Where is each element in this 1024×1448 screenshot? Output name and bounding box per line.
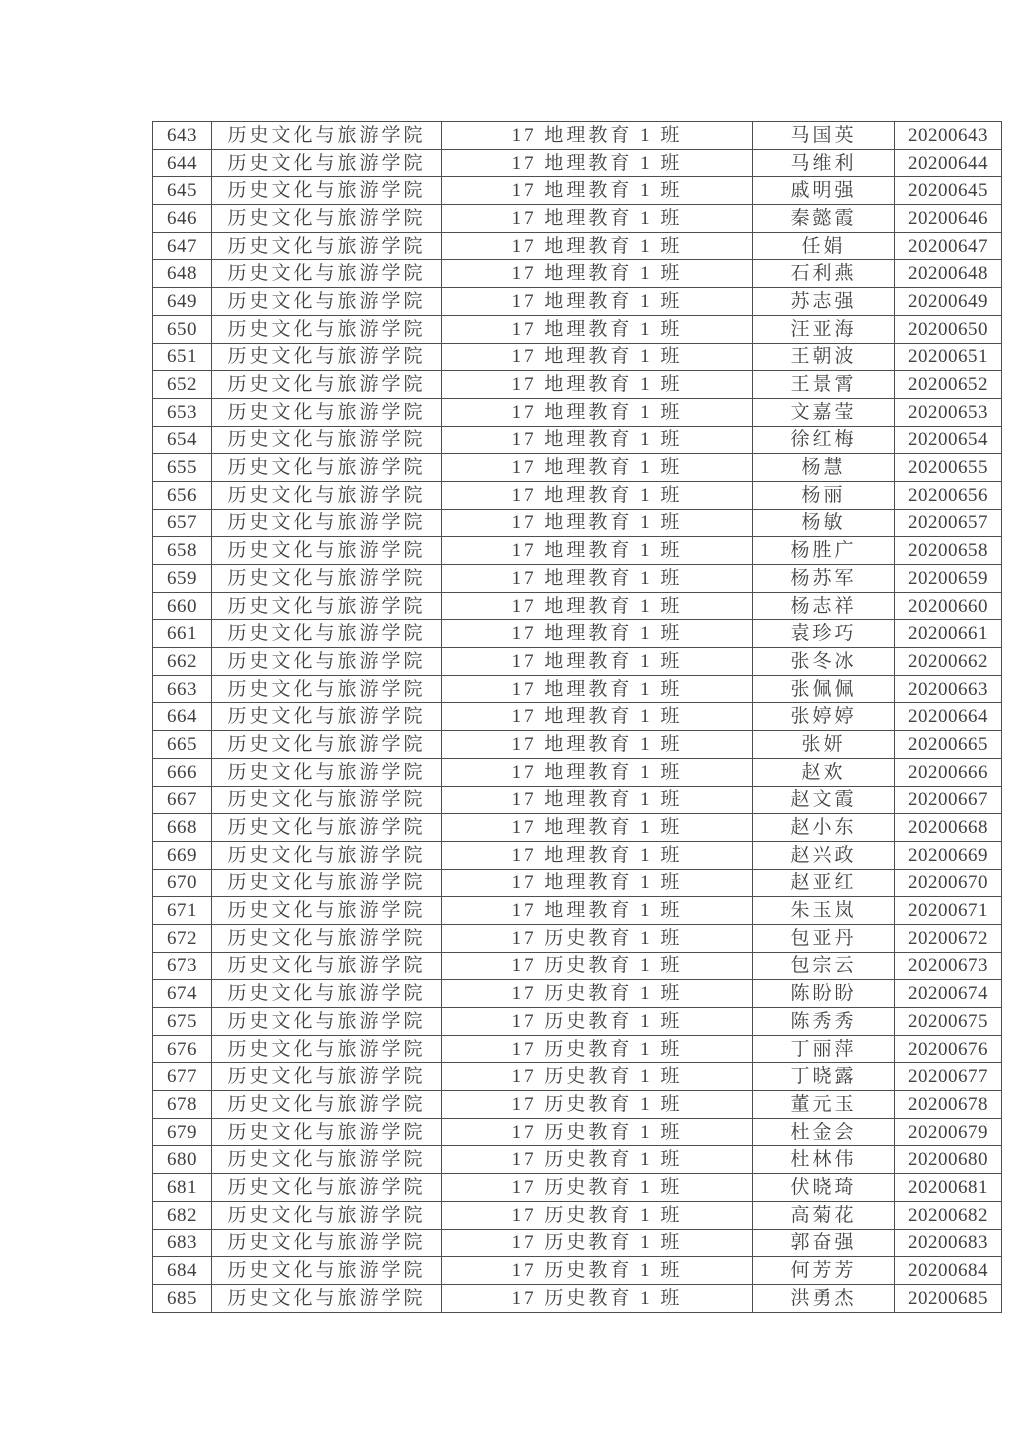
cell-college: 历史文化与旅游学院 [212, 952, 442, 980]
cell-student-id: 20200660 [895, 592, 1002, 620]
cell-student-name: 杨慧 [753, 454, 895, 482]
cell-college: 历史文化与旅游学院 [212, 205, 442, 233]
table-row [153, 869, 1002, 897]
cell-college: 历史文化与旅游学院 [212, 1201, 442, 1229]
cell-college: 历史文化与旅游学院 [212, 731, 442, 759]
cell-student-id: 20200663 [895, 675, 1002, 703]
table-row [153, 537, 1002, 565]
cell-class: 17 地理教育 1 班 [442, 592, 753, 620]
cell-student-name: 杨志祥 [753, 592, 895, 620]
table-row [153, 731, 1002, 759]
cell-college: 历史文化与旅游学院 [212, 232, 442, 260]
cell-row-number: 645 [153, 177, 212, 205]
cell-student-name: 赵兴政 [753, 841, 895, 869]
cell-student-name: 赵小东 [753, 814, 895, 842]
cell-college: 历史文化与旅游学院 [212, 1284, 442, 1312]
cell-college: 历史文化与旅游学院 [212, 398, 442, 426]
cell-college: 历史文化与旅游学院 [212, 1229, 442, 1257]
cell-student-id: 20200652 [895, 371, 1002, 399]
cell-row-number: 682 [153, 1201, 212, 1229]
cell-row-number: 664 [153, 703, 212, 731]
cell-student-name: 杨丽 [753, 481, 895, 509]
cell-class: 17 历史教育 1 班 [442, 952, 753, 980]
cell-row-number: 656 [153, 481, 212, 509]
cell-student-id: 20200669 [895, 841, 1002, 869]
cell-student-id: 20200682 [895, 1201, 1002, 1229]
cell-student-name: 赵亚红 [753, 869, 895, 897]
cell-college: 历史文化与旅游学院 [212, 426, 442, 454]
table-row [153, 481, 1002, 509]
cell-college: 历史文化与旅游学院 [212, 841, 442, 869]
cell-college: 历史文化与旅游学院 [212, 1008, 442, 1036]
cell-class: 17 历史教育 1 班 [442, 1091, 753, 1119]
table-row [153, 205, 1002, 233]
cell-student-id: 20200659 [895, 565, 1002, 593]
table-row [153, 149, 1002, 177]
cell-college: 历史文化与旅游学院 [212, 1257, 442, 1285]
cell-college: 历史文化与旅游学院 [212, 481, 442, 509]
cell-row-number: 654 [153, 426, 212, 454]
cell-student-id: 20200646 [895, 205, 1002, 233]
cell-student-id: 20200670 [895, 869, 1002, 897]
cell-class: 17 地理教育 1 班 [442, 288, 753, 316]
cell-class: 17 地理教育 1 班 [442, 177, 753, 205]
cell-class: 17 地理教育 1 班 [442, 149, 753, 177]
cell-student-id: 20200679 [895, 1118, 1002, 1146]
cell-college: 历史文化与旅游学院 [212, 620, 442, 648]
cell-student-id: 20200645 [895, 177, 1002, 205]
cell-class: 17 历史教育 1 班 [442, 1008, 753, 1036]
cell-student-name: 陈盼盼 [753, 980, 895, 1008]
cell-row-number: 668 [153, 814, 212, 842]
cell-student-name: 任娟 [753, 232, 895, 260]
cell-student-name: 杨胜广 [753, 537, 895, 565]
cell-row-number: 658 [153, 537, 212, 565]
cell-class: 17 地理教育 1 班 [442, 481, 753, 509]
cell-student-name: 丁晓露 [753, 1063, 895, 1091]
cell-student-name: 丁丽萍 [753, 1035, 895, 1063]
cell-row-number: 676 [153, 1035, 212, 1063]
table-row [153, 1229, 1002, 1257]
cell-row-number: 669 [153, 841, 212, 869]
table-row [153, 177, 1002, 205]
cell-student-id: 20200673 [895, 952, 1002, 980]
cell-student-id: 20200683 [895, 1229, 1002, 1257]
cell-student-name: 文嘉莹 [753, 398, 895, 426]
cell-class: 17 地理教育 1 班 [442, 205, 753, 233]
cell-college: 历史文化与旅游学院 [212, 592, 442, 620]
cell-class: 17 地理教育 1 班 [442, 897, 753, 925]
cell-student-id: 20200664 [895, 703, 1002, 731]
cell-student-id: 20200672 [895, 924, 1002, 952]
cell-student-name: 徐红梅 [753, 426, 895, 454]
cell-student-name: 杨苏军 [753, 565, 895, 593]
table-row [153, 122, 1002, 150]
cell-class: 17 历史教育 1 班 [442, 1118, 753, 1146]
cell-student-name: 袁珍巧 [753, 620, 895, 648]
cell-row-number: 663 [153, 675, 212, 703]
cell-college: 历史文化与旅游学院 [212, 786, 442, 814]
cell-row-number: 670 [153, 869, 212, 897]
cell-student-id: 20200657 [895, 509, 1002, 537]
cell-student-id: 20200671 [895, 897, 1002, 925]
cell-student-name: 汪亚海 [753, 315, 895, 343]
cell-row-number: 647 [153, 232, 212, 260]
cell-student-id: 20200684 [895, 1257, 1002, 1285]
cell-row-number: 677 [153, 1063, 212, 1091]
cell-class: 17 地理教育 1 班 [442, 537, 753, 565]
cell-student-id: 20200677 [895, 1063, 1002, 1091]
table-row [153, 1201, 1002, 1229]
cell-student-name: 高菊花 [753, 1201, 895, 1229]
cell-row-number: 653 [153, 398, 212, 426]
cell-row-number: 678 [153, 1091, 212, 1119]
cell-college: 历史文化与旅游学院 [212, 703, 442, 731]
cell-row-number: 651 [153, 343, 212, 371]
cell-student-id: 20200655 [895, 454, 1002, 482]
cell-class: 17 地理教育 1 班 [442, 426, 753, 454]
cell-college: 历史文化与旅游学院 [212, 1118, 442, 1146]
cell-student-id: 20200648 [895, 260, 1002, 288]
cell-student-id: 20200649 [895, 288, 1002, 316]
table-row [153, 1035, 1002, 1063]
cell-class: 17 地理教育 1 班 [442, 703, 753, 731]
table-row [153, 1063, 1002, 1091]
cell-class: 17 地理教育 1 班 [442, 260, 753, 288]
cell-college: 历史文化与旅游学院 [212, 675, 442, 703]
cell-student-id: 20200656 [895, 481, 1002, 509]
cell-class: 17 地理教育 1 班 [442, 869, 753, 897]
table-row [153, 426, 1002, 454]
cell-college: 历史文化与旅游学院 [212, 315, 442, 343]
cell-college: 历史文化与旅游学院 [212, 924, 442, 952]
cell-student-id: 20200681 [895, 1174, 1002, 1202]
cell-class: 17 地理教育 1 班 [442, 758, 753, 786]
cell-row-number: 646 [153, 205, 212, 233]
cell-student-id: 20200644 [895, 149, 1002, 177]
cell-row-number: 684 [153, 1257, 212, 1285]
cell-student-id: 20200667 [895, 786, 1002, 814]
cell-college: 历史文化与旅游学院 [212, 149, 442, 177]
student-roster-table [152, 121, 1002, 1313]
cell-row-number: 661 [153, 620, 212, 648]
cell-row-number: 652 [153, 371, 212, 399]
cell-row-number: 648 [153, 260, 212, 288]
cell-student-id: 20200675 [895, 1008, 1002, 1036]
cell-student-id: 20200643 [895, 122, 1002, 150]
cell-student-id: 20200658 [895, 537, 1002, 565]
cell-college: 历史文化与旅游学院 [212, 980, 442, 1008]
cell-student-id: 20200650 [895, 315, 1002, 343]
table-row [153, 1118, 1002, 1146]
cell-row-number: 679 [153, 1118, 212, 1146]
cell-class: 17 地理教育 1 班 [442, 620, 753, 648]
cell-student-name: 陈秀秀 [753, 1008, 895, 1036]
cell-row-number: 644 [153, 149, 212, 177]
cell-student-id: 20200653 [895, 398, 1002, 426]
cell-student-id: 20200647 [895, 232, 1002, 260]
cell-class: 17 地理教育 1 班 [442, 232, 753, 260]
cell-college: 历史文化与旅游学院 [212, 648, 442, 676]
cell-class: 17 历史教育 1 班 [442, 1284, 753, 1312]
cell-class: 17 历史教育 1 班 [442, 1257, 753, 1285]
cell-class: 17 历史教育 1 班 [442, 1035, 753, 1063]
cell-class: 17 历史教育 1 班 [442, 1229, 753, 1257]
table-row [153, 315, 1002, 343]
table-row [153, 509, 1002, 537]
cell-student-name: 张冬冰 [753, 648, 895, 676]
cell-student-name: 杜金会 [753, 1118, 895, 1146]
cell-college: 历史文化与旅游学院 [212, 565, 442, 593]
cell-college: 历史文化与旅游学院 [212, 260, 442, 288]
cell-student-name: 秦懿霞 [753, 205, 895, 233]
table-row [153, 343, 1002, 371]
cell-student-name: 包亚丹 [753, 924, 895, 952]
table-row [153, 260, 1002, 288]
cell-class: 17 地理教育 1 班 [442, 509, 753, 537]
cell-student-name: 杜林伟 [753, 1146, 895, 1174]
table-row [153, 232, 1002, 260]
cell-row-number: 674 [153, 980, 212, 1008]
cell-college: 历史文化与旅游学院 [212, 814, 442, 842]
table-row [153, 1091, 1002, 1119]
cell-row-number: 643 [153, 122, 212, 150]
cell-college: 历史文化与旅游学院 [212, 122, 442, 150]
cell-class: 17 地理教育 1 班 [442, 565, 753, 593]
table-row [153, 675, 1002, 703]
table-row [153, 1284, 1002, 1312]
cell-row-number: 683 [153, 1229, 212, 1257]
table-row [153, 620, 1002, 648]
cell-row-number: 675 [153, 1008, 212, 1036]
cell-student-name: 郭奋强 [753, 1229, 895, 1257]
cell-row-number: 673 [153, 952, 212, 980]
table-row [153, 565, 1002, 593]
cell-row-number: 659 [153, 565, 212, 593]
table-row [153, 454, 1002, 482]
cell-row-number: 662 [153, 648, 212, 676]
cell-row-number: 666 [153, 758, 212, 786]
cell-student-name: 赵文霞 [753, 786, 895, 814]
table-row [153, 841, 1002, 869]
cell-student-id: 20200685 [895, 1284, 1002, 1312]
cell-class: 17 历史教育 1 班 [442, 1146, 753, 1174]
cell-row-number: 657 [153, 509, 212, 537]
cell-college: 历史文化与旅游学院 [212, 758, 442, 786]
cell-student-id: 20200668 [895, 814, 1002, 842]
table-row [153, 648, 1002, 676]
cell-student-name: 马国英 [753, 122, 895, 150]
cell-student-name: 赵欢 [753, 758, 895, 786]
cell-student-id: 20200651 [895, 343, 1002, 371]
cell-student-name: 朱玉岚 [753, 897, 895, 925]
cell-college: 历史文化与旅游学院 [212, 343, 442, 371]
table-row [153, 592, 1002, 620]
cell-row-number: 681 [153, 1174, 212, 1202]
cell-class: 17 历史教育 1 班 [442, 1063, 753, 1091]
cell-college: 历史文化与旅游学院 [212, 869, 442, 897]
cell-class: 17 历史教育 1 班 [442, 980, 753, 1008]
cell-student-id: 20200676 [895, 1035, 1002, 1063]
cell-student-name: 杨敏 [753, 509, 895, 537]
table-row [153, 1146, 1002, 1174]
cell-student-id: 20200661 [895, 620, 1002, 648]
cell-row-number: 671 [153, 897, 212, 925]
cell-class: 17 地理教育 1 班 [442, 841, 753, 869]
table-row [153, 288, 1002, 316]
cell-student-id: 20200674 [895, 980, 1002, 1008]
cell-class: 17 地理教育 1 班 [442, 371, 753, 399]
table-row [153, 980, 1002, 1008]
table-row [153, 1257, 1002, 1285]
cell-student-name: 石利燕 [753, 260, 895, 288]
table-row [153, 703, 1002, 731]
cell-row-number: 649 [153, 288, 212, 316]
cell-student-name: 董元玉 [753, 1091, 895, 1119]
cell-college: 历史文化与旅游学院 [212, 371, 442, 399]
table-row [153, 1008, 1002, 1036]
cell-student-id: 20200666 [895, 758, 1002, 786]
cell-college: 历史文化与旅游学院 [212, 1091, 442, 1119]
cell-class: 17 地理教育 1 班 [442, 398, 753, 426]
cell-class: 17 地理教育 1 班 [442, 675, 753, 703]
cell-class: 17 历史教育 1 班 [442, 1201, 753, 1229]
table-row [153, 786, 1002, 814]
cell-row-number: 685 [153, 1284, 212, 1312]
cell-class: 17 地理教育 1 班 [442, 814, 753, 842]
cell-student-name: 戚明强 [753, 177, 895, 205]
cell-college: 历史文化与旅游学院 [212, 509, 442, 537]
cell-row-number: 650 [153, 315, 212, 343]
cell-college: 历史文化与旅游学院 [212, 897, 442, 925]
cell-row-number: 660 [153, 592, 212, 620]
cell-student-name: 苏志强 [753, 288, 895, 316]
cell-class: 17 地理教育 1 班 [442, 731, 753, 759]
cell-class: 17 地理教育 1 班 [442, 454, 753, 482]
cell-class: 17 地理教育 1 班 [442, 343, 753, 371]
cell-student-id: 20200680 [895, 1146, 1002, 1174]
cell-college: 历史文化与旅游学院 [212, 1146, 442, 1174]
cell-class: 17 地理教育 1 班 [442, 786, 753, 814]
cell-class: 17 地理教育 1 班 [442, 648, 753, 676]
cell-college: 历史文化与旅游学院 [212, 288, 442, 316]
table-row [153, 897, 1002, 925]
cell-row-number: 667 [153, 786, 212, 814]
cell-student-id: 20200662 [895, 648, 1002, 676]
cell-college: 历史文化与旅游学院 [212, 177, 442, 205]
cell-student-name: 何芳芳 [753, 1257, 895, 1285]
cell-student-name: 王朝波 [753, 343, 895, 371]
cell-college: 历史文化与旅游学院 [212, 1035, 442, 1063]
cell-student-id: 20200678 [895, 1091, 1002, 1119]
cell-student-name: 王景霄 [753, 371, 895, 399]
cell-class: 17 地理教育 1 班 [442, 122, 753, 150]
table-row [153, 371, 1002, 399]
cell-student-name: 马维利 [753, 149, 895, 177]
cell-class: 17 地理教育 1 班 [442, 315, 753, 343]
cell-student-id: 20200654 [895, 426, 1002, 454]
cell-college: 历史文化与旅游学院 [212, 537, 442, 565]
cell-class: 17 历史教育 1 班 [442, 924, 753, 952]
cell-row-number: 672 [153, 924, 212, 952]
cell-row-number: 680 [153, 1146, 212, 1174]
cell-college: 历史文化与旅游学院 [212, 454, 442, 482]
cell-student-id: 20200665 [895, 731, 1002, 759]
cell-student-name: 洪勇杰 [753, 1284, 895, 1312]
cell-student-name: 张佩佩 [753, 675, 895, 703]
cell-student-name: 包宗云 [753, 952, 895, 980]
table-row [153, 814, 1002, 842]
table-row [153, 952, 1002, 980]
cell-class: 17 历史教育 1 班 [442, 1174, 753, 1202]
table-row [153, 1174, 1002, 1202]
cell-college: 历史文化与旅游学院 [212, 1174, 442, 1202]
cell-student-name: 张婷婷 [753, 703, 895, 731]
cell-student-name: 伏晓琦 [753, 1174, 895, 1202]
cell-college: 历史文化与旅游学院 [212, 1063, 442, 1091]
cell-student-name: 张妍 [753, 731, 895, 759]
table-row [153, 398, 1002, 426]
cell-row-number: 655 [153, 454, 212, 482]
table-row [153, 758, 1002, 786]
table-row [153, 924, 1002, 952]
cell-row-number: 665 [153, 731, 212, 759]
